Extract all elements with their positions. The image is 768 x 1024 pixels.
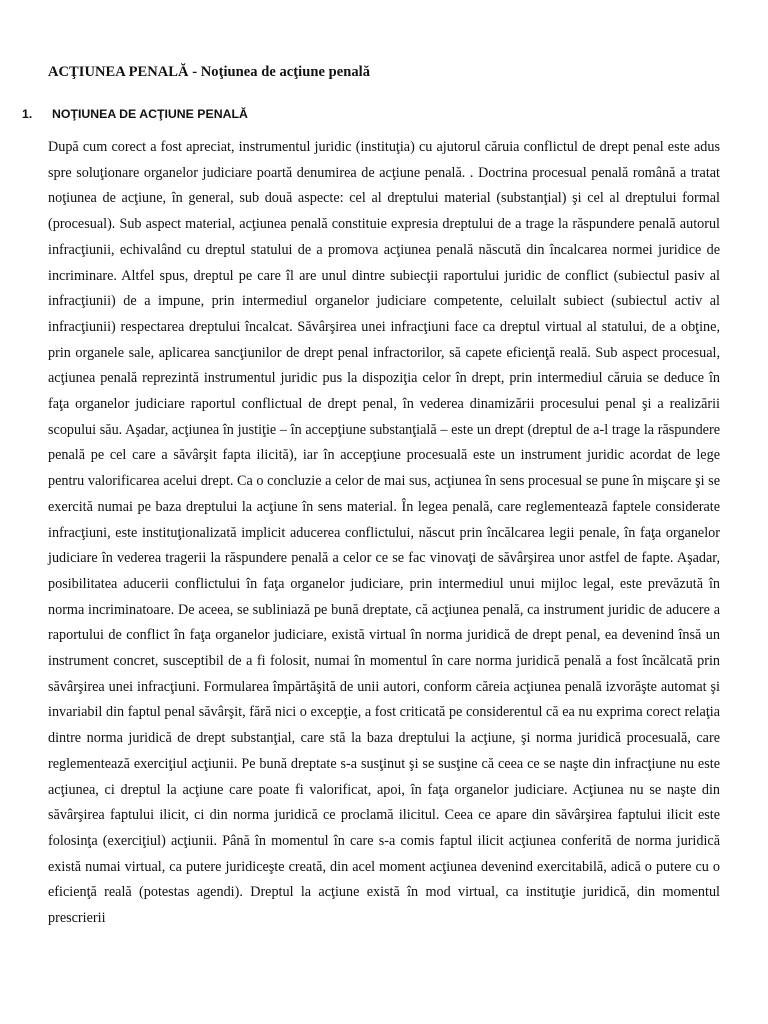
document-title-sub: Noţiunea de acţiune penală bbox=[200, 64, 371, 80]
document-title bbox=[48, 64, 720, 81]
section-number: 1. bbox=[22, 107, 33, 121]
document-title-main: ACŢIUNEA PENALĂ - bbox=[48, 64, 201, 80]
section-heading bbox=[22, 107, 720, 121]
body-paragraph: După cum corect a fost apreciat, instrumentul juridic (instituţia) cu ajutorul căruia conflictul de drept penal este adus spre soluţionare organelor judiciare poartă denumirea de acţiune penală. . Doctrina procesual penală română a tratat noţiunea de acţiune, în general, sub două aspecte: cel al dreptului material (substanţial) şi cel al dreptului formal (procesual). Sub aspect material, acţiunea penală constituie expresia dreptului de a trage la răspundere penală autorul infracţiunii, echivalând cu dreptul statului de a promova acţiunea penală născută din încalcarea normei juridice de incriminare. Altfel spus, dreptul pe care îl are unul dintre subiecţii raportului juridic de conflict (subiectul pasiv al infracţiunii) de a impune, prin intermediul organelor judiciare competente, celuilalt subiect (subiectul activ al infracţiunii) respectarea dreptului încalcat. Săvârşirea unei infracţiuni face ca dreptul virtual al statului, de a obţine, prin organele sale, aplicarea sancţiunilor de drept penal infractorilor, să capete eficienţă reală. Sub aspect procesual, acţiunea penală reprezintă instrumentul juridic pus la dispoziţia celor în drept, prin intermediul căruia se deduce în faţa organelor judiciare raportul conflictual de drept penal, în vederea dinamizării procesului penal şi a realizării scopului său. Aşadar, acţiunea în justiţie – în accepţiune substanţială – este un drept (dreptul de a-l trage la răspundere penală pe cel care a săvârşit fapta ilicită), iar în accepţiune procesuală este un instrument juridic acordat de lege pentru valorificarea acelui drept. Ca o concluzie a celor de mai sus, acţiunea în sens procesual se pune în mişcare şi se exercită numai pe baza dreptului la acţiune în sens material. În legea penală, care reglementează faptele considerate infracţiuni, este instituţionalizată implicit aducerea conflictului, născut prin încălcarea legii penale, în faţa organelor judiciare în vederea tragerii la răspundere penală a celor ce se fac vinovaţi de săvârşirea unor astfel de fapte. Aşadar, posibilitatea aducerii conflictului în faţa organelor judiciare, prin intermediul unui mijloc legal, este prevăzută în norma incriminatoare. De aceea, se subliniază pe bună dreptate, că acţiunea penală, ca instrument juridic de aducere a raportului de conflict în faţa organelor judiciare, există virtual în norma juridică de drept penal, ea devenind însă un instrument concret, susceptibil de a fi folosit, numai în momentul în care norma juridică penală a fost încălcată prin săvârşirea unei infracţiuni. Formularea împărtăşită de unii autori, conform căreia acţiunea penală izvorăşte automat şi invariabil din faptul penal săvârşit, fără nici o excepţie, a fost criticată pe considerentul că ea nu exprima corect relaţia dintre norma juridică de drept substanţial, care stă la baza dreptului la acţiune, şi norma juridică procesuală, care reglementează exerciţiul acţiunii. Pe bună dreptate s-a susţinut şi se susţine că ceea ce se naşte din infracţiune nu este acţiunea, ci dreptul la acţiune care poate fi valorificat, apoi, în faţa organelor judiciare. Acţiunea nu se naşte din săvârşirea faptului ilicit, ci din norma juridică ce proclamă ilicitul. Ceea ce apare din săvârşirea faptului ilicit este folosinţa (exerciţiul) acţiunii. Până în momentul în care s-a comis faptul ilicit acţiunea conferită de norma juridică există numai virtual, ca putere juridiceşte creată, din acel moment acţiunea devenind exercitabilă, adică o putere cu o eficienţă reală (potestas agendi). Dreptul la acţiune există în mod virtual, ca instituţie juridică, din momentul prescrierii bbox=[48, 139, 720, 927]
section-title: NOŢIUNEA DE ACŢIUNE PENALĂ bbox=[52, 107, 248, 121]
